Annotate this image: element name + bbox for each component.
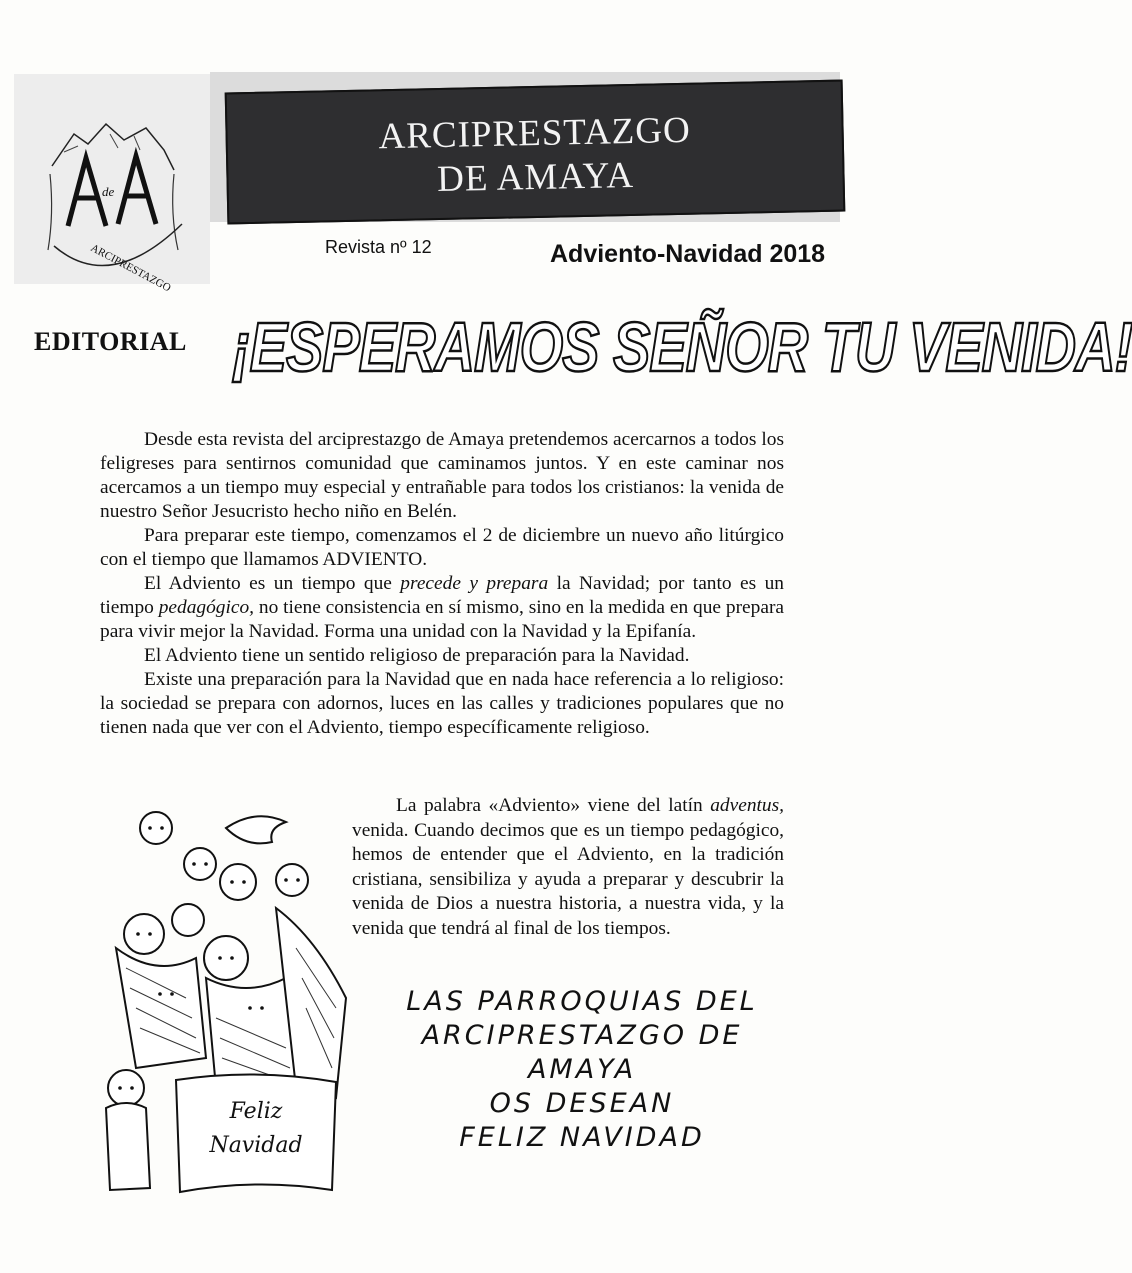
children-drawing-icon — [96, 798, 356, 1198]
season-label: Adviento-Navidad 2018 — [550, 240, 826, 268]
svg-text:ARCIPRESTAZGO: ARCIPRESTAZGO — [88, 242, 173, 295]
issue-number: Revista nº 12 — [325, 237, 432, 257]
paragraph-6-text-a: La palabra «Adviento» viene del latín — [396, 795, 711, 816]
paragraph-1: Desde esta revista del arciprestazgo de Amaya pretendemos acercarnos a todos los feligreses para sentirnos comunidad que caminamos juntos. Y en este caminar nos acercamos a un tiempo muy especial y entrañable para todos los cristianos: la venida de nuestro Señor Jesucristo hecho niño en Belén. — [100, 429, 784, 522]
arciprestazgo-logo-icon — [14, 74, 210, 295]
greeting-line-3: AMAYA — [527, 1054, 637, 1085]
title-banner — [225, 80, 846, 225]
greeting-line-2: ARCIPRESTAZGO DE — [421, 1020, 743, 1051]
scroll-text-line-2: Navidad — [209, 1133, 303, 1158]
paragraph-3-text-e: no tiene consistencia en sí mismo, sino en la medida en que prepara para vivir mejor la Navidad. Forma una unidad con la Navidad y la Epifanía. — [100, 597, 785, 642]
paragraph-6 — [352, 794, 784, 941]
paragraph-4: El Adviento tiene un sentido religioso de preparación para la Navidad. — [144, 645, 690, 666]
scroll-text-line-1: Feliz — [229, 1099, 283, 1124]
logo — [14, 74, 210, 295]
paragraph-3-text-c: la Navidad; por tanto es un tiempo — [100, 573, 784, 618]
nativity-children-illustration — [96, 798, 356, 1203]
paragraph-3-text-a: El Adviento es un tiempo que — [144, 573, 401, 594]
greeting-line-5: FELIZ NAVIDAD — [459, 1122, 705, 1153]
paragraph-5: Existe una preparación para la Navidad que en nada hace referencia a lo religioso: la sociedad se prepara con adornos, luces en las calles y tradiciones populares que no tienen nada que ver con el Adviento, tiempo específicamente religioso. — [100, 669, 784, 738]
greeting-line-4: OS DESEAN — [489, 1088, 675, 1119]
paragraph-6-text-c: venida. Cuando decimos que es un tiempo pedagógico, hemos de entender que el Adviento, en la tradición cristiana, sensibiliza y ayuda a preparar y descubrir la venida de Dios a nuestra historia, a nuestra vida, y la venida que tendrá al final de los tiempos. — [352, 819, 784, 939]
headline: ¡ESPERAMOS SEÑOR TU VENIDA! — [232, 307, 1132, 386]
publication-title — [227, 106, 843, 207]
title-line-2: DE AMAYA — [436, 154, 635, 201]
svg-text:de: de — [102, 184, 115, 199]
greeting-line-1: LAS PARROQUIAS DEL — [406, 986, 758, 1017]
title-line-1: ARCIPRESTAZGO — [378, 109, 692, 158]
section-label: EDITORIAL — [34, 327, 187, 356]
paragraph-3 — [100, 572, 784, 644]
article-side-column — [352, 794, 784, 941]
article-body — [100, 428, 784, 740]
paragraph-3-emphasis-1: precede y prepara — [400, 573, 549, 594]
paragraph-3-emphasis-2: pedagógico, — [158, 597, 255, 618]
christmas-greeting — [370, 985, 794, 1155]
paragraph-2: Para preparar este tiempo, comenzamos el 2 de diciembre un nuevo año litúrgico con el tiempo que llamamos ADVIENTO. — [100, 525, 784, 570]
paragraph-6-emphasis: adventus, — [710, 795, 784, 816]
